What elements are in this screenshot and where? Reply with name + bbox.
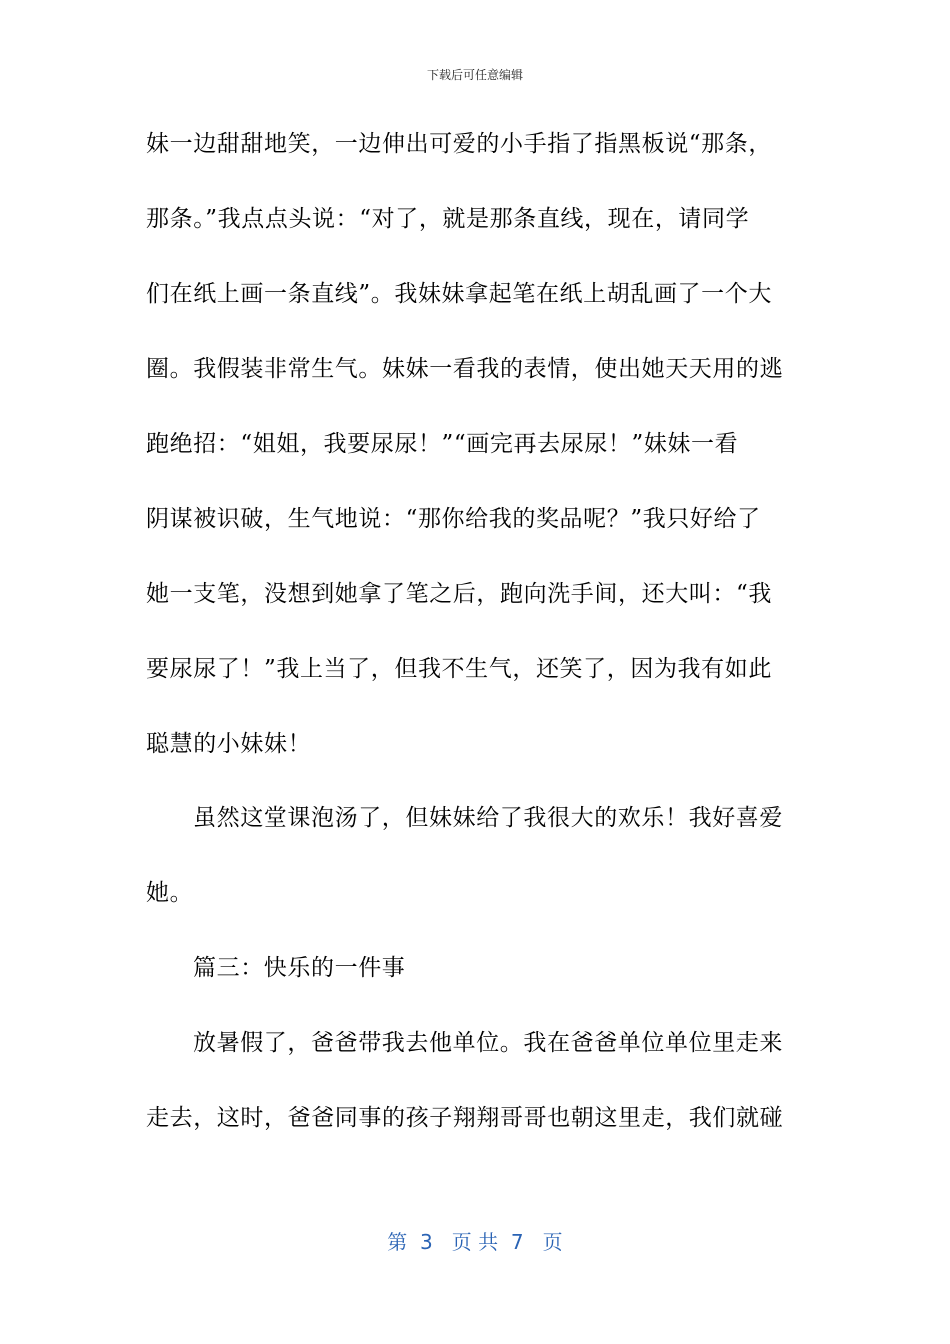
text-line: 虽然这堂课泡汤了，但妹妹给了我很大的欢乐！我好喜爱 (193, 805, 783, 831)
section-heading: 篇三：快乐的一件事 (193, 955, 406, 981)
header-note: 下载后可任意编辑 (426, 68, 523, 82)
text-line: 她一支笔，没想到她拿了笔之后，跑向洗手间，还大叫：“我 (146, 581, 772, 607)
text-line: 妹一边甜甜地笑，一边伸出可爱的小手指了指黑板说“那条， (146, 131, 772, 157)
text-line: 她。 (146, 880, 194, 906)
text-line: 走去，这时，爸爸同事的孩子翔翔哥哥也朝这里走，我们就碰 (146, 1105, 784, 1131)
text-line: 聪慧的小妹妹！ (146, 731, 312, 757)
text-line: 圈。我假装非常生气。妹妹一看我的表情，使出她天天用的逃 (146, 356, 784, 382)
text-line: 要尿尿了！”我上当了，但我不生气，还笑了，因为我有如此 (146, 656, 772, 682)
page-number: 第 3 页 共 7 页 (387, 1230, 563, 1254)
text-line: 那条。”我点点头说：“对了，就是那条直线，现在，请同学 (146, 206, 750, 232)
text-line: 跑绝招：“姐姐，我要尿尿！”“画完再去尿尿！”妹妹一看 (146, 431, 739, 457)
text-line: 阴谋被识破，生气地说：“那你给我的奖品呢？”我只好给了 (146, 506, 761, 532)
text-line: 们在纸上画一条直线”。我妹妹拿起笔在纸上胡乱画了一个大 (146, 281, 772, 307)
text-line: 放暑假了，爸爸带我去他单位。我在爸爸单位单位里走来 (193, 1030, 783, 1056)
